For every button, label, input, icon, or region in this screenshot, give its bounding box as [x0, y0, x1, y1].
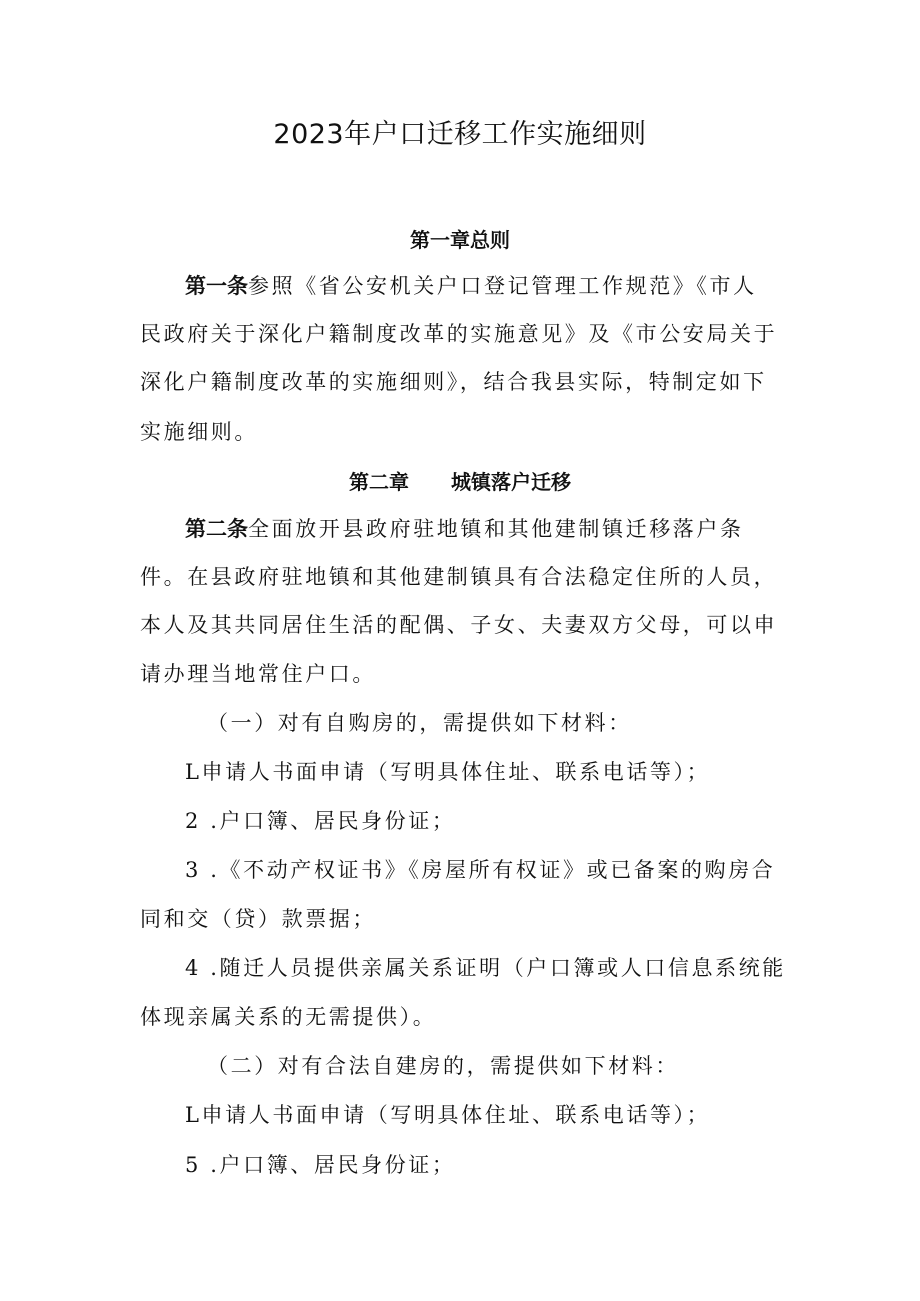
section-2-heading: （二）对有合法自建房的，需提供如下材料： [207, 1054, 679, 1078]
article-1-text-1: 参照《省公安机关户口登记管理工作规范》《市人 [248, 274, 757, 298]
section-1-item-4-cont: 体现亲属关系的无需提供）。 [140, 1005, 437, 1029]
article-1-line-1 [185, 272, 757, 300]
article-2-line-1 [185, 515, 744, 543]
section-1-item-4: 4 .随迁人员提供亲属关系证明（户口簿或人口信息系统能 [185, 956, 786, 980]
section-1-item-1: L申请人书面申请（写明具体住址、联系电话等）； [185, 760, 711, 784]
section-2-item-1: L申请人书面申请（写明具体住址、联系电话等）； [185, 1103, 711, 1127]
article-1-line-2: 民政府关于深化户籍制度改革的实施意见》及《市公安局关于 [140, 322, 778, 346]
article-2-line-2: 件。在县政府驻地镇和其他建制镇具有合法稳定住所的人员， [140, 565, 778, 589]
section-1-item-2: 2 .户口簿、居民身份证； [185, 809, 456, 833]
article-2-line-4: 请办理当地常住户口。 [140, 662, 376, 686]
document-title: 2023年户口迁移工作实施细则 [273, 119, 647, 150]
section-2-item-2: 5 .户口簿、居民身份证； [185, 1153, 456, 1177]
section-1-item-3-cont: 同和交（贷）款票据； [140, 907, 376, 931]
article-2-line-3: 本人及其共同居住生活的配偶、子女、夫妻双方父母，可以申 [140, 613, 778, 637]
chapter-2-heading [0, 466, 920, 495]
section-1-item-3: 3 .《不动产权证书》《房屋所有权证》或已备案的购房合 [185, 858, 776, 882]
article-1-line-4: 实施细则。 [140, 420, 258, 444]
chapter-2-number: 第二章 [349, 470, 409, 494]
chapter-2-name: 城镇落户迁移 [451, 470, 571, 494]
article-2-text-1: 全面放开县政府驻地镇和其他建制镇迁移落户条 [248, 517, 744, 541]
article-1-line-3: 深化户籍制度改革的实施细则》，结合我县实际，特制定如下 [140, 370, 767, 394]
section-1-heading: （一）对有自购房的，需提供如下材料： [207, 711, 632, 735]
chapter-1-heading: 第一章总则 [410, 228, 510, 252]
article-2-label: 第二条 [185, 517, 248, 541]
article-1-label: 第一条 [185, 274, 248, 298]
